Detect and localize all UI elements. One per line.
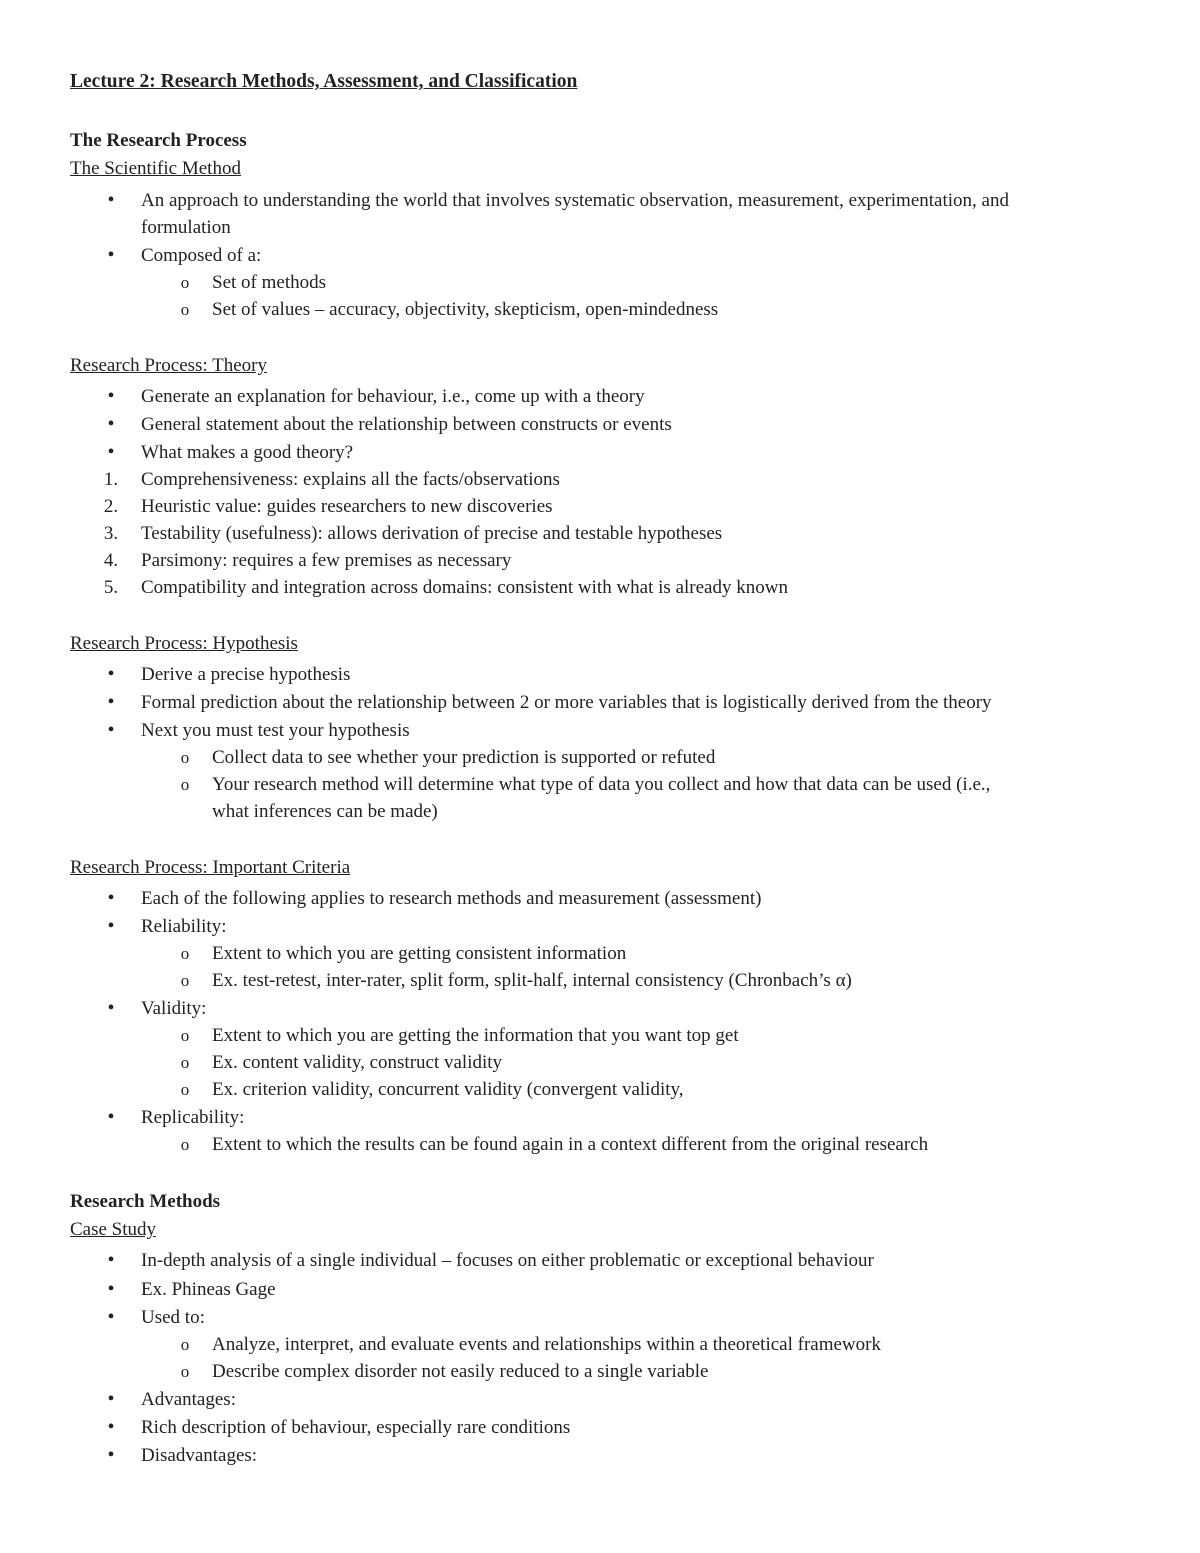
list-item: In-depth analysis of a single individual – focuses on either problematic or exceptional behaviour xyxy=(141,1250,874,1271)
list-item: Testability (usefulness): allows derivation of precise and testable hypotheses xyxy=(141,523,723,544)
bullet-icon: • xyxy=(107,1444,115,1466)
list-item: Each of the following applies to research methods and measurement (assessment) xyxy=(141,888,762,909)
circle-bullet-icon: o xyxy=(180,1026,190,1045)
circle-bullet-icon: o xyxy=(180,971,190,990)
list-item: Ex. test-retest, inter-rater, split form, split-half, internal consistency (Chronbach’s α) xyxy=(212,970,852,991)
bullet-icon: • xyxy=(107,1106,115,1128)
list-item: Validity: xyxy=(141,998,207,1019)
bullet-icon: • xyxy=(107,413,115,435)
subheading-theory: Research Process: Theory xyxy=(70,355,267,376)
circle-bullet-icon: o xyxy=(180,1080,190,1099)
list-item-continuation: formulation xyxy=(141,217,231,238)
bullet-icon: • xyxy=(107,244,115,266)
list-number: 1. xyxy=(103,469,119,490)
list-item: Your research method will determine what type of data you collect and how that data can be used (i.e., xyxy=(212,774,991,795)
list-item: What makes a good theory? xyxy=(141,442,354,463)
list-item: Ex. content validity, construct validity xyxy=(212,1052,503,1073)
list-item-continuation: what inferences can be made) xyxy=(212,801,438,822)
subheading-scientific-method: The Scientific Method xyxy=(70,158,241,179)
list-item: Disadvantages: xyxy=(141,1445,258,1466)
list-number: 5. xyxy=(103,577,119,598)
list-item: Collect data to see whether your prediction is supported or refuted xyxy=(212,747,716,768)
list-item: Analyze, interpret, and evaluate events and relationships within a theoretical framework xyxy=(212,1334,881,1355)
bullet-icon: • xyxy=(107,691,115,713)
list-item: Compatibility and integration across domains: consistent with what is already known xyxy=(141,577,788,598)
bullet-icon: • xyxy=(107,441,115,463)
list-item: Next you must test your hypothesis xyxy=(141,720,410,741)
list-item: Comprehensiveness: explains all the facts/observations xyxy=(141,469,560,490)
bullet-icon: • xyxy=(107,1306,115,1328)
bullet-icon: • xyxy=(107,663,115,685)
bullet-icon: • xyxy=(107,385,115,407)
list-item: Rich description of behaviour, especially rare conditions xyxy=(141,1417,571,1438)
list-item: Set of values – accuracy, objectivity, skepticism, open-mindedness xyxy=(212,299,719,320)
list-item: General statement about the relationship between constructs or events xyxy=(141,414,672,435)
list-item: Describe complex disorder not easily reduced to a single variable xyxy=(212,1361,709,1382)
section-heading-research-methods: Research Methods xyxy=(70,1191,221,1212)
subheading-hypothesis: Research Process: Hypothesis xyxy=(70,633,298,654)
circle-bullet-icon: o xyxy=(180,300,190,319)
bullet-icon: • xyxy=(107,1249,115,1271)
circle-bullet-icon: o xyxy=(180,775,190,794)
list-number: 2. xyxy=(103,496,119,517)
bullet-icon: • xyxy=(107,719,115,741)
list-item: Used to: xyxy=(141,1307,205,1328)
bullet-icon: • xyxy=(107,887,115,909)
list-item: Replicability: xyxy=(141,1107,245,1128)
list-item: Ex. Phineas Gage xyxy=(141,1279,276,1300)
list-item: Ex. criterion validity, concurrent validity (convergent validity, xyxy=(212,1079,684,1100)
list-item: Parsimony: requires a few premises as necessary xyxy=(141,550,512,571)
list-number: 3. xyxy=(103,523,119,544)
bullet-icon: • xyxy=(107,915,115,937)
list-item: Set of methods xyxy=(212,272,326,293)
list-item: Extent to which you are getting the information that you want top get xyxy=(212,1025,739,1046)
circle-bullet-icon: o xyxy=(180,748,190,767)
list-item: Extent to which you are getting consistent information xyxy=(212,943,627,964)
bullet-icon: • xyxy=(107,1278,115,1300)
section-heading-research-process: The Research Process xyxy=(70,130,247,151)
circle-bullet-icon: o xyxy=(180,1362,190,1381)
list-item: Generate an explanation for behaviour, i.e., come up with a theory xyxy=(141,386,645,407)
circle-bullet-icon: o xyxy=(180,1335,190,1354)
list-item: Formal prediction about the relationship between 2 or more variables that is logistically derived from the theory xyxy=(141,692,992,713)
bullet-icon: • xyxy=(107,1416,115,1438)
list-number: 4. xyxy=(103,550,119,571)
circle-bullet-icon: o xyxy=(180,1053,190,1072)
list-item: Heuristic value: guides researchers to new discoveries xyxy=(141,496,553,517)
list-item: An approach to understanding the world that involves systematic observation, measurement, experimentation, and xyxy=(141,190,1009,211)
circle-bullet-icon: o xyxy=(180,273,190,292)
bullet-icon: • xyxy=(107,997,115,1019)
list-item: Derive a precise hypothesis xyxy=(141,664,351,685)
list-item: Composed of a: xyxy=(141,245,262,266)
list-item: Extent to which the results can be found again in a context different from the original research xyxy=(212,1134,929,1155)
subheading-case-study: Case Study xyxy=(70,1219,157,1240)
circle-bullet-icon: o xyxy=(180,944,190,963)
lecture-title: Lecture 2: Research Methods, Assessment, and Classification xyxy=(70,71,578,92)
bullet-icon: • xyxy=(107,1388,115,1410)
circle-bullet-icon: o xyxy=(180,1135,190,1154)
list-item: Advantages: xyxy=(141,1389,236,1410)
bullet-icon: • xyxy=(107,189,115,211)
list-item: Reliability: xyxy=(141,916,227,937)
subheading-important-criteria: Research Process: Important Criteria xyxy=(70,857,351,878)
